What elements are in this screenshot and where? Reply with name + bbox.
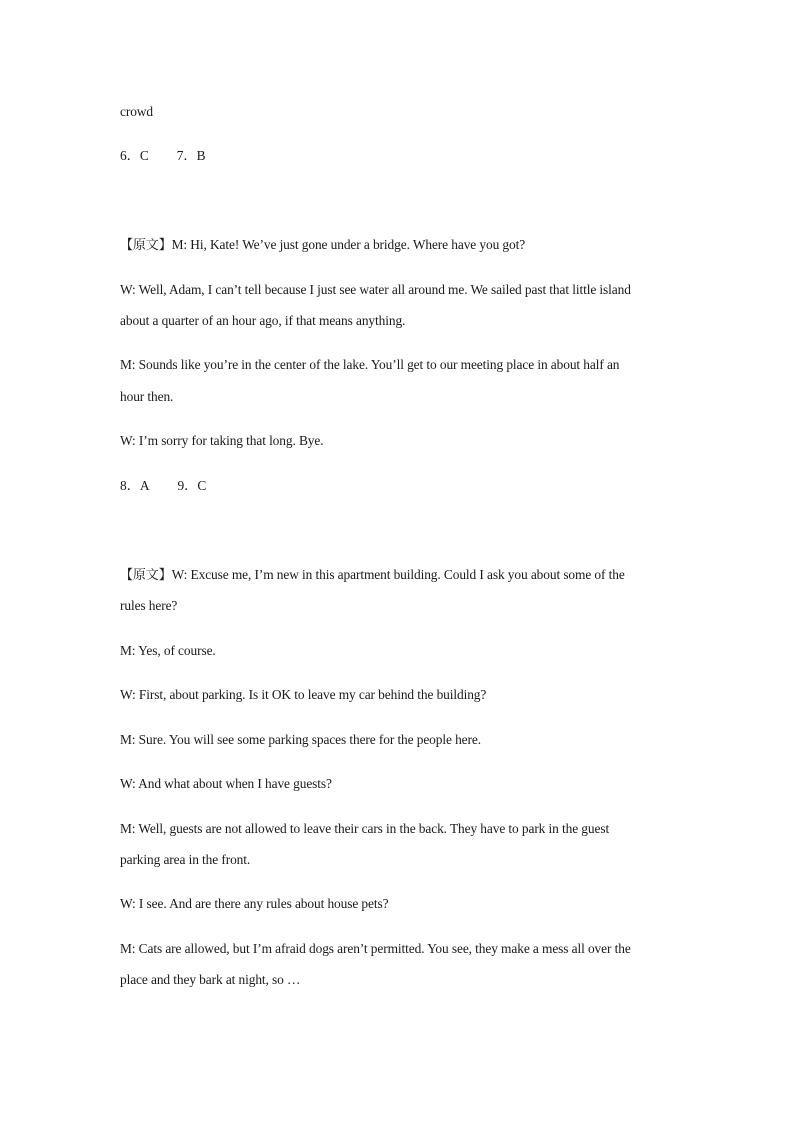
transcript-line: W: First, about parking. Is it OK to leave my car behind the building? <box>120 687 487 702</box>
transcript-text: W: Excuse me, I’m new in this apartment building. Could I ask you about some of the <box>171 567 625 582</box>
transcript-line: place and they bark at night, so … <box>120 972 301 987</box>
transcript-line: M: Sure. You will see some parking spaces there for the people here. <box>120 732 481 747</box>
answer-9: 9．C <box>177 478 207 493</box>
transcript-line: W: I’m sorry for taking that long. Bye. <box>120 433 324 448</box>
transcript-tag: 【原文】 <box>120 238 172 253</box>
transcript-line <box>120 567 625 584</box>
transcript-line: W: And what about when I have guests? <box>120 776 332 791</box>
transcript-line: rules here? <box>120 598 178 613</box>
transcript-line: M: Well, guests are not allowed to leave their cars in the back. They have to park in the guest <box>120 821 610 836</box>
transcript-line: W: I see. And are there any rules about house pets? <box>120 896 389 911</box>
transcript-line: W: Well, Adam, I can’t tell because I just see water all around me. We sailed past that little island <box>120 282 631 297</box>
transcript-line: M: Cats are allowed, but I’m afraid dogs aren’t permitted. You see, they make a mess all over the <box>120 941 631 956</box>
answer-line <box>120 478 206 494</box>
transcript-line: hour then. <box>120 389 174 404</box>
transcript-line: M: Sounds like you’re in the center of the lake. You’ll get to our meeting place in about half an <box>120 357 620 372</box>
transcript-line: about a quarter of an hour ago, if that means anything. <box>120 313 406 328</box>
transcript-text: M: Hi, Kate! We’ve just gone under a bridge. Where have you got? <box>171 237 526 252</box>
answer-6: 6．C <box>120 148 149 163</box>
answer-line <box>120 148 205 164</box>
transcript-line <box>120 237 525 254</box>
transcript-line: M: Yes, of course. <box>120 643 216 658</box>
transcript-tag: 【原文】 <box>120 568 172 583</box>
text-line: crowd <box>120 104 153 119</box>
answer-7: 7．B <box>176 148 206 163</box>
transcript-line: parking area in the front. <box>120 852 251 867</box>
answer-8: 8．A <box>120 478 150 493</box>
